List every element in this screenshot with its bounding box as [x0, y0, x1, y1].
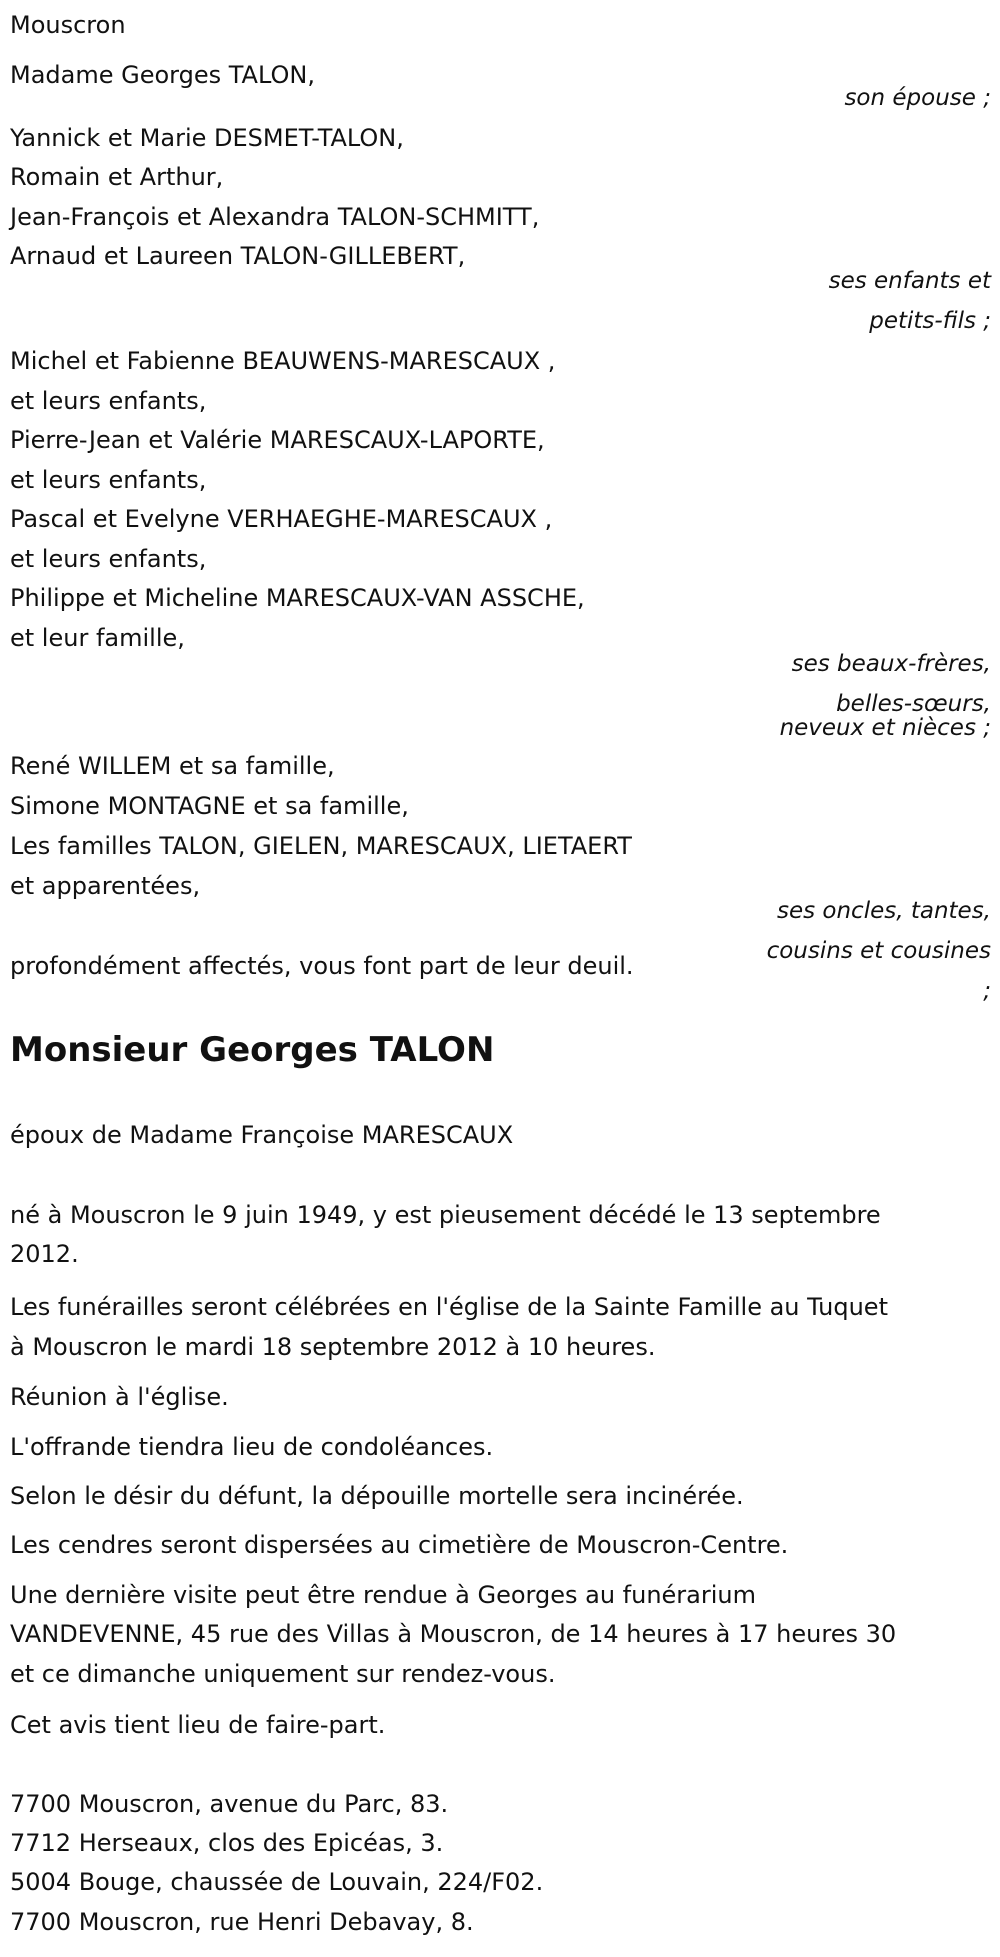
family-line: et leurs enfants, — [10, 545, 207, 573]
family-line: Arnaud et Laureen TALON-GILLEBERT, — [10, 242, 466, 270]
relation-label: neveux et nièces ; — [779, 715, 991, 741]
detail-line: Une dernière visite peut être rendue à Georges au funérarium — [10, 1581, 757, 1609]
detail-line: Les funérailles seront célébrées en l'église de la Sainte Famille au Tuquet — [10, 1293, 888, 1321]
family-line: Romain et Arthur, — [10, 163, 224, 191]
relation-label: ses oncles, tantes, — [776, 898, 991, 924]
relation-label: ; — [983, 978, 991, 1004]
address-line: 7700 Mouscron, avenue du Parc, 83. — [10, 1790, 449, 1818]
detail-line: né à Mouscron le 9 juin 1949, y est pieusement décédé le 13 septembre — [10, 1201, 881, 1229]
relation-label: ses enfants et — [828, 268, 991, 294]
address-line: 5004 Bouge, chaussée de Louvain, 224/F02. — [10, 1868, 544, 1896]
relation-label: ses beaux-frères, — [791, 651, 991, 677]
address-line: 7712 Herseaux, clos des Epicéas, 3. — [10, 1829, 444, 1857]
detail-line: Réunion à l'église. — [10, 1383, 229, 1411]
relation-label: belles-sœurs, — [836, 691, 991, 717]
detail-line: et ce dimanche uniquement sur rendez-vous. — [10, 1660, 556, 1688]
family-line: Les familles TALON, GIELEN, MARESCAUX, LIETAERT — [10, 832, 632, 860]
family-line: René WILLEM et sa famille, — [10, 752, 335, 780]
relation-label: petits-fils ; — [869, 308, 991, 334]
detail-line: L'offrande tiendra lieu de condoléances. — [10, 1433, 494, 1461]
family-line: Simone MONTAGNE et sa famille, — [10, 792, 409, 820]
address-line: 7700 Mouscron, rue Henri Debavay, 8. — [10, 1908, 474, 1936]
family-line: Yannick et Marie DESMET-TALON, — [10, 124, 404, 152]
family-line: Philippe et Micheline MARESCAUX-VAN ASSCHE, — [10, 584, 585, 612]
closing-line: profondément affectés, vous font part de leur deuil. — [10, 952, 634, 980]
detail-line: 2012. — [10, 1240, 79, 1268]
spouse-line: époux de Madame Françoise MARESCAUX — [10, 1121, 514, 1149]
detail-line: Les cendres seront dispersées au cimetière de Mouscron-Centre. — [10, 1531, 789, 1559]
detail-line: Cet avis tient lieu de faire-part. — [10, 1711, 386, 1739]
city: Mouscron — [10, 11, 126, 39]
family-line: Jean-François et Alexandra TALON-SCHMITT, — [10, 203, 540, 231]
deceased-name: Monsieur Georges TALON — [10, 1030, 495, 1070]
detail-line: à Mouscron le mardi 18 septembre 2012 à 10 heures. — [10, 1333, 656, 1361]
relation-label: cousins et cousines — [766, 938, 991, 964]
family-line: Madame Georges TALON, — [10, 61, 315, 89]
relation-label: son épouse ; — [844, 85, 991, 111]
detail-line: VANDEVENNE, 45 rue des Villas à Mouscron, de 14 heures à 17 heures 30 — [10, 1620, 897, 1648]
family-line: et leurs enfants, — [10, 466, 207, 494]
family-line: Pierre-Jean et Valérie MARESCAUX-LAPORTE, — [10, 426, 545, 454]
family-line: et apparentées, — [10, 872, 201, 900]
family-line: Pascal et Evelyne VERHAEGHE-MARESCAUX , — [10, 505, 553, 533]
detail-line: Selon le désir du défunt, la dépouille mortelle sera incinérée. — [10, 1482, 744, 1510]
family-line: et leurs enfants, — [10, 387, 207, 415]
family-line: Michel et Fabienne BEAUWENS-MARESCAUX , — [10, 347, 556, 375]
family-line: et leur famille, — [10, 624, 185, 652]
